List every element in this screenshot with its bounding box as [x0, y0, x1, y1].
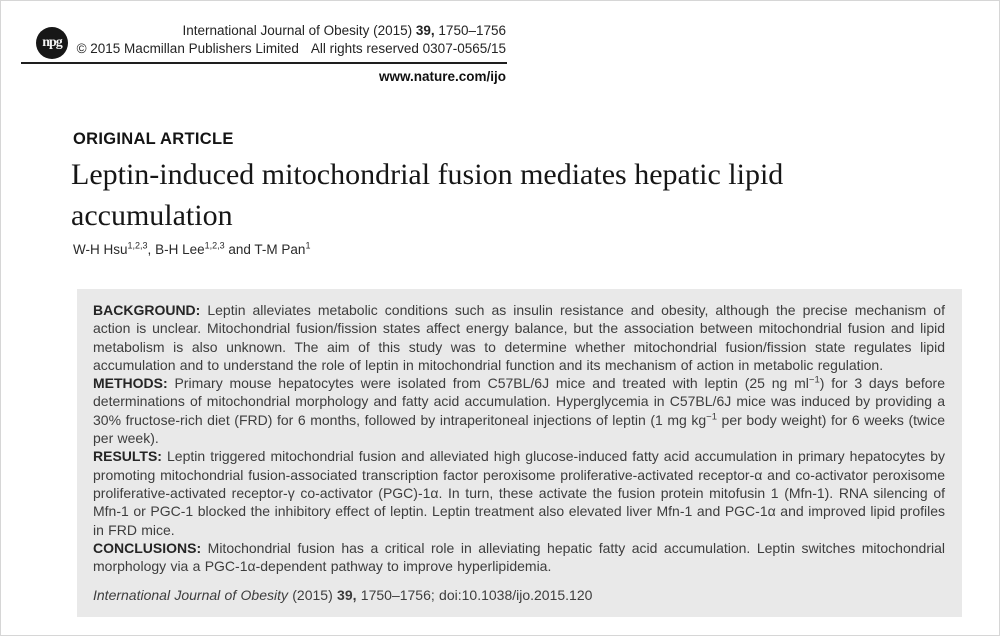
superscript-exponent: −1 [706, 411, 717, 423]
journal-header-meta [1, 22, 506, 58]
author-name: T-M Pan [254, 242, 306, 257]
abstract-methods-label: METHODS: [93, 375, 168, 392]
abstract-conclusions: CONCLUSIONS: Mitochondrial fusion has a critical role in alleviating hepatic fatty acid accumulation. Leptin switches mitochondrial morphology via a PGC-1α-dependent pathway to improve hyperlipidemia. [93, 539, 945, 575]
article-type-label: ORIGINAL ARTICLE [73, 130, 234, 148]
article-citation: International Journal of Obesity (2015) 39, 1750–1756; doi:10.1038/ijo.2015.120 [93, 587, 593, 604]
journal-citation-line: International Journal of Obesity (2015) 39, 1750–1756 [182, 23, 506, 38]
author-name: B-H Lee [155, 242, 205, 257]
author-affiliation: 1,2,3 [127, 240, 148, 251]
abstract-methods: METHODS: Primary mouse hepatocytes were isolated from C57BL/6J mice and treated with leptin (25 ng $ml^{-1}$) for 3 days before determinations of mitochondrial morphology and fatty acid accumulation. Hyperglycemia in C57BL/6J mice was induced by providing a 30% fructose-rich diet (FRD) for 6 months, followed by intraperitoneal injections of leptin (1 mg $kg^{-1}$ per body weight) for 6 weeks (twice per week). [93, 374, 946, 447]
rights-text: All rights reserved 0307-0565/15 [310, 41, 506, 56]
citation-journal-name: International Journal of Obesity [93, 587, 288, 604]
abstract-results-label: RESULTS: [93, 448, 162, 465]
citation-volume: 39, [337, 587, 357, 604]
copyright-line [1, 40, 506, 58]
abstract-background-label: BACKGROUND: [93, 302, 201, 318]
copyright-text: © 2015 Macmillan Publishers Limited [76, 41, 299, 56]
citation-pages-doi: 1750–1756; doi:10.1038/ijo.2015.120 [356, 587, 593, 604]
abstract-results: RESULTS: Leptin triggered mitochondrial fusion and alleviated high glucose-induced fatty acid accumulation in primary hepatocytes by promoting mitochondrial fusion-associated transcription factor peroxisome proliferative-activated receptor-α and co-activator peroxisome proliferative-activated receptor-γ co-activator (PGC)-1α. In turn, these activate the fusion protein mitofusin 1 (Mfn-1). RNA silencing of Mfn-1 or PGC-1 blocked the inhibitory effect of leptin. Leptin treatment also elevated liver Mfn-1 and PGC-1α and improved lipid profiles in FRD mice. [93, 448, 945, 538]
author-affiliation: 1 [305, 240, 311, 251]
superscript-exponent: −1 [808, 374, 820, 386]
journal-website: www.nature.com/ijo [378, 69, 506, 84]
author-affiliation: 1,2,3 [204, 240, 225, 251]
author-line: W-H Hsu$^{1,2,3}$, B-H Lee$^{1,2,3}$ and T-M Pan$^1$ [73, 240, 311, 257]
header-divider [21, 62, 507, 64]
article-title: Leptin-induced mitochondrial fusion mediates hepatic lipid accumulation [71, 158, 784, 232]
author-name: W-H Hsu [73, 242, 128, 257]
npg-logo-text: npg [42, 35, 62, 50]
abstract-background: BACKGROUND: Leptin alleviates metabolic conditions such as insulin resistance and obesity, although the precise mechanism of action is unclear. Mitochondrial fusion/fission states affect energy balance, but the association between mitochondrial fusion and lipid metabolism is also unknown. The aim of this study was to determine whether mitochondrial fusion/fission state regulates lipid accumulation and to understand the role of leptin in mitochondrial function and its mechanism of action in metabolic regulation. [93, 302, 945, 373]
journal-volume: 39, [415, 23, 435, 38]
abstract-conclusions-label: CONCLUSIONS: [93, 539, 202, 556]
abstract-box [77, 289, 962, 617]
